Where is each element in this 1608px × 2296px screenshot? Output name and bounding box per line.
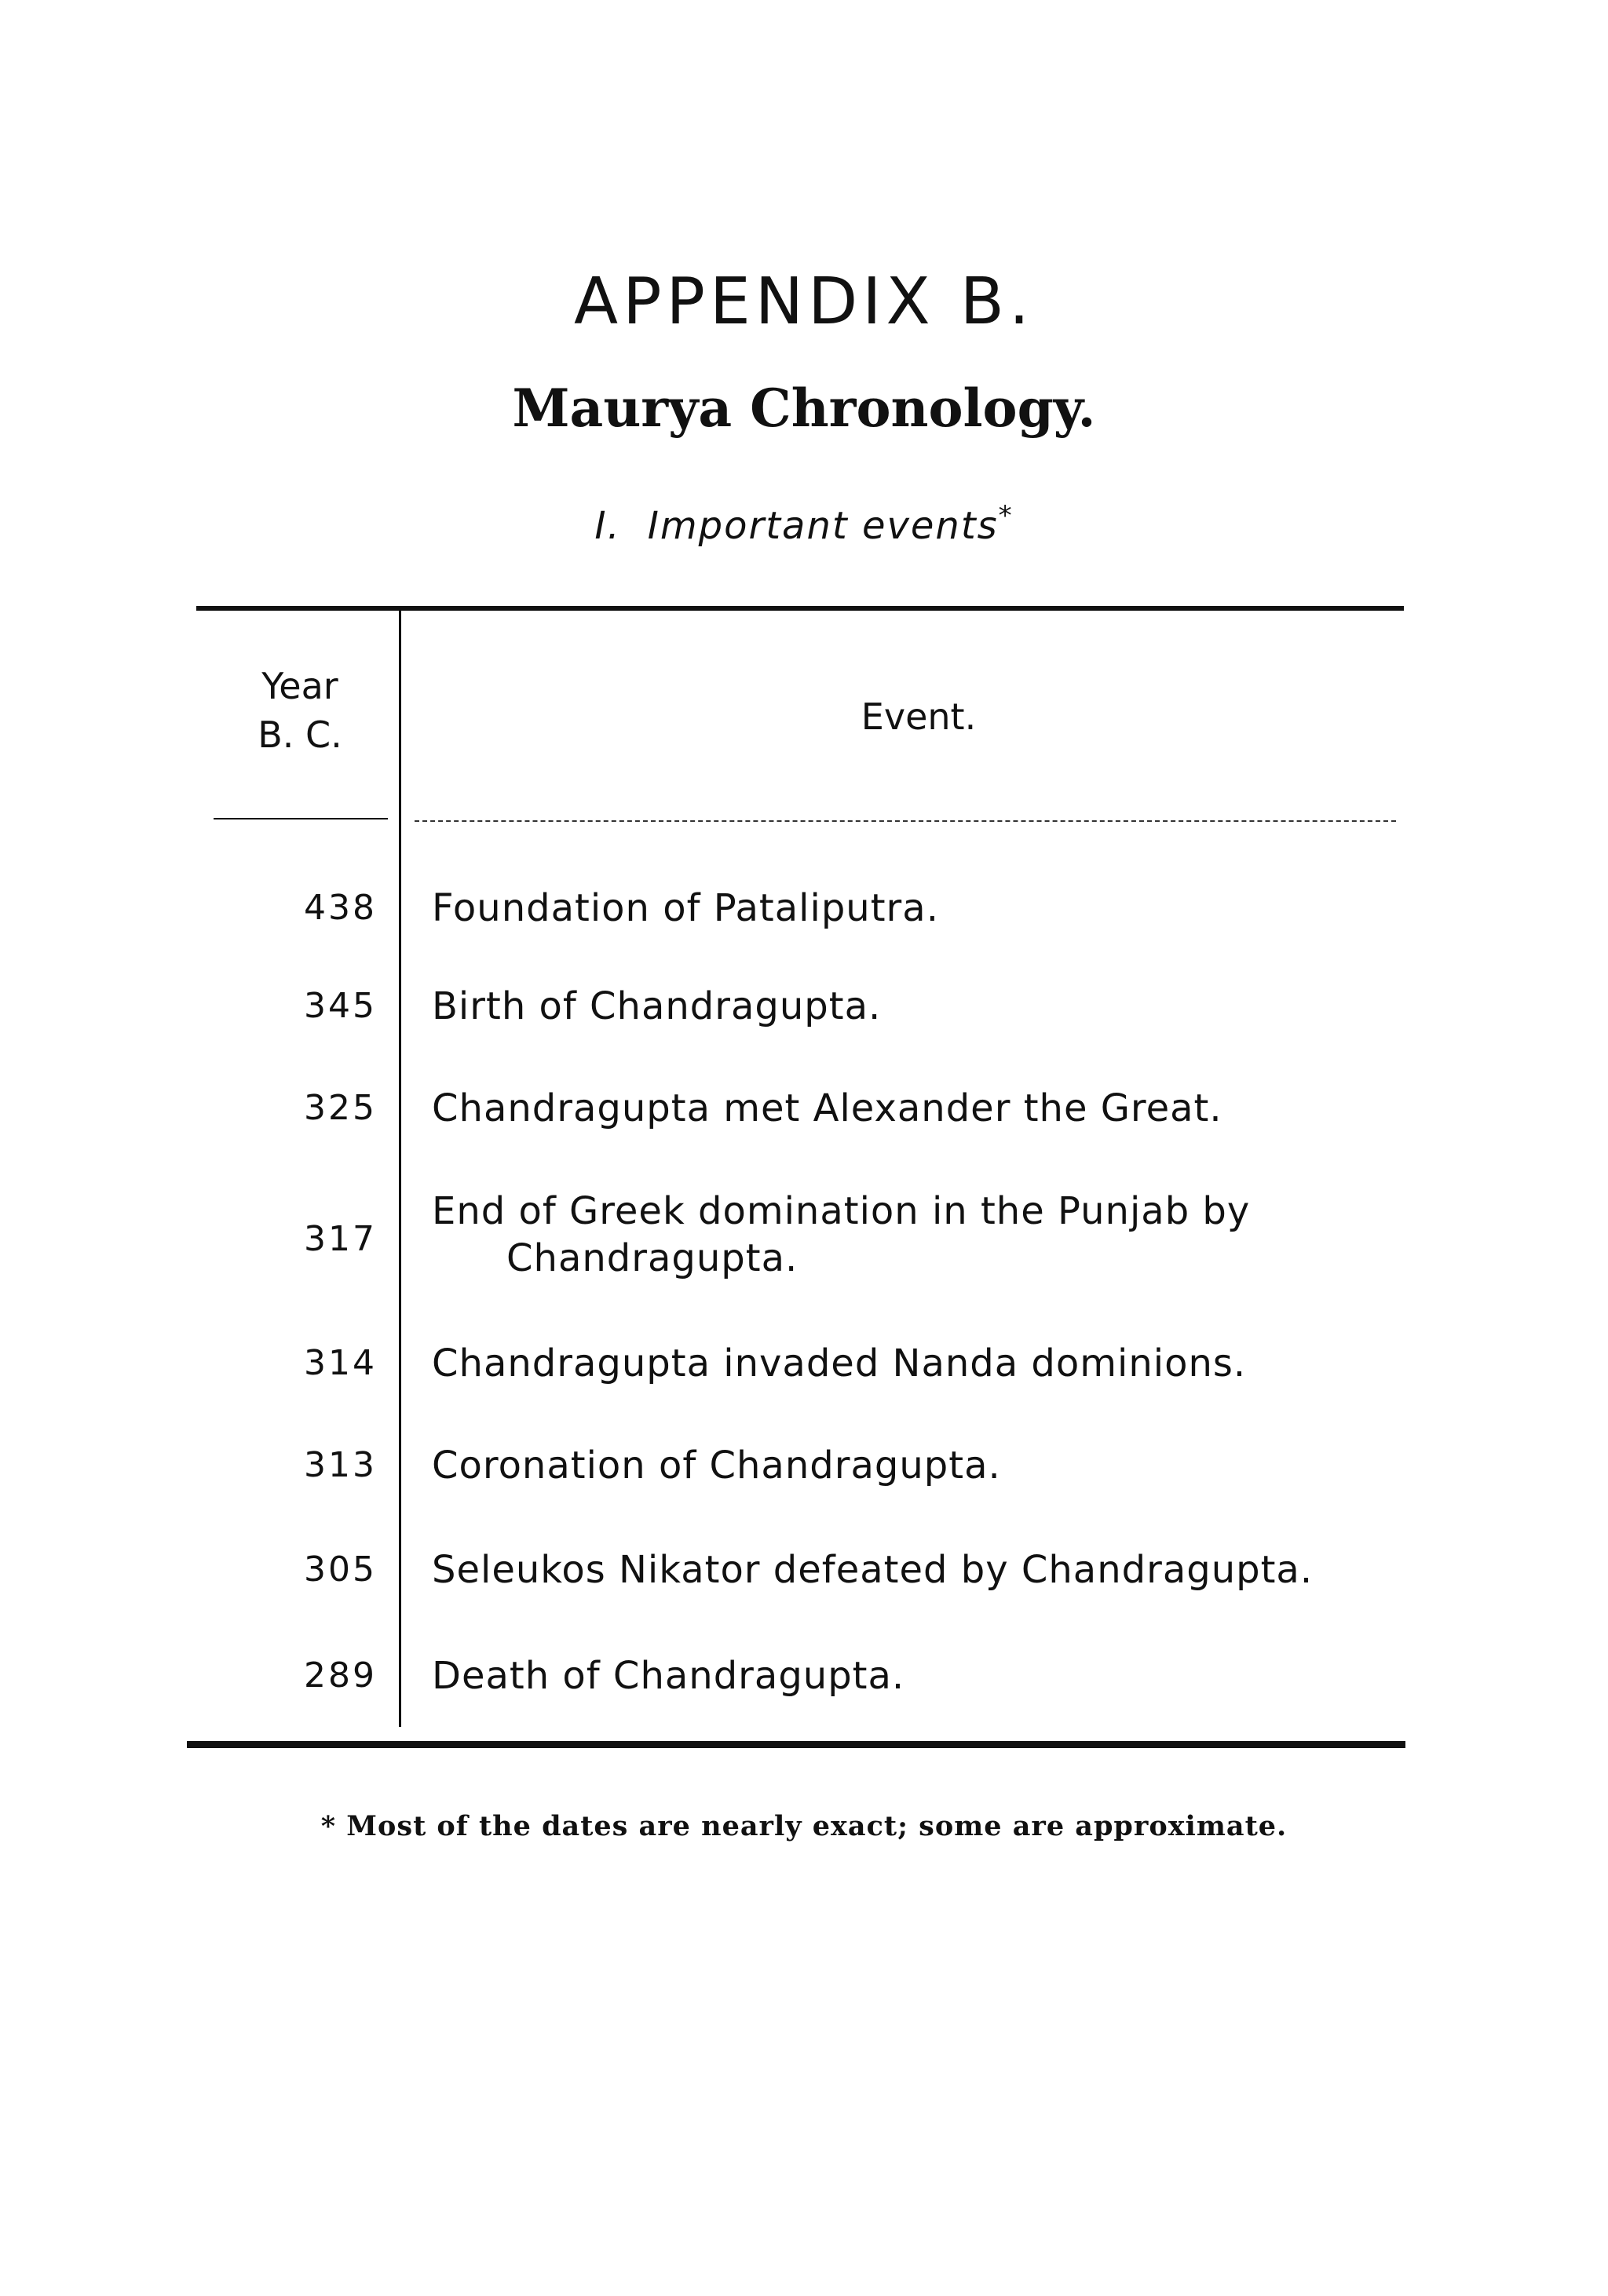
year-cell: 314 [304, 1343, 377, 1383]
year-cell: 289 [304, 1655, 377, 1696]
year-cell: 317 [304, 1219, 377, 1259]
section-heading [0, 488, 1608, 553]
year-cell: 313 [304, 1445, 377, 1485]
footnote-marker: * [998, 500, 1014, 531]
section-number: I. [594, 504, 621, 548]
year-column-header [206, 662, 394, 759]
event-cell [432, 1188, 1405, 1282]
table-bottom-rule [187, 1741, 1405, 1748]
event-cell: Coronation of Chandragupta. [432, 1444, 1001, 1487]
event-cell: Chandragupta met Alexander the Great. [432, 1086, 1222, 1130]
event-cell: Foundation of Pataliputra. [432, 886, 939, 930]
event-line2: Chandragupta. [506, 1236, 799, 1280]
event-line1: End of Greek domination in the Punjab by [432, 1189, 1251, 1233]
year-cell: 325 [304, 1088, 377, 1128]
year-cell: 345 [304, 986, 377, 1026]
year-header-line1: Year [261, 665, 338, 707]
header-separator-right [415, 820, 1396, 822]
table-top-rule [196, 606, 1404, 611]
event-column-header: Event. [861, 695, 977, 738]
event-cell: Birth of Chandragupta. [432, 984, 882, 1028]
footnote: * Most of the dates are nearly exact; some are approximate. [320, 1810, 1288, 1842]
event-cell: Seleukos Nikator defeated by Chandragupta. [432, 1548, 1314, 1592]
year-cell: 305 [304, 1550, 377, 1590]
header-separator-left [214, 818, 388, 819]
column-divider [399, 611, 401, 1727]
year-header-line2: B. C. [258, 714, 342, 756]
page-title: Maurya Chronology. [512, 378, 1096, 439]
event-cell: Chandragupta invaded Nanda dominions. [432, 1341, 1247, 1385]
year-cell: 438 [304, 888, 377, 928]
appendix-heading: APPENDIX B. [573, 265, 1035, 339]
section-title: Important events [647, 504, 999, 548]
event-cell: Death of Chandragupta. [432, 1654, 905, 1698]
